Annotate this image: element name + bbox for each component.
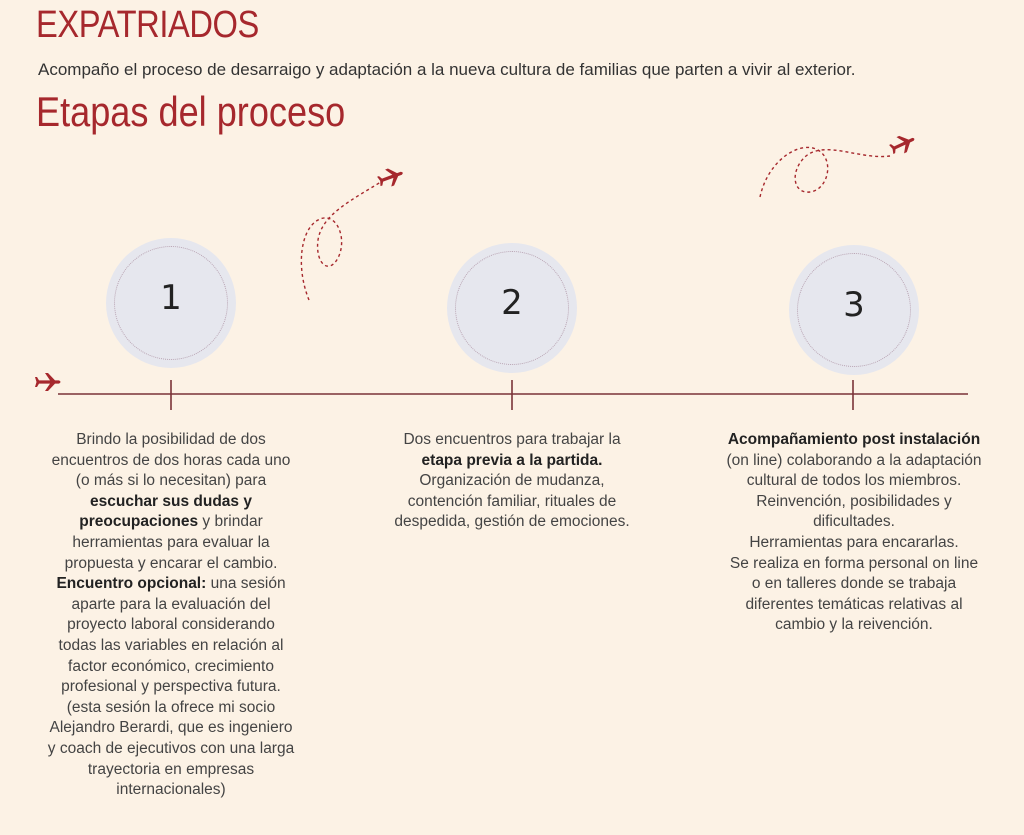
text: una sesión (206, 575, 286, 593)
description-line: trayectoria en empresas (87, 760, 255, 778)
description-line (30, 574, 312, 595)
description-line: aparte para la evaluación del (71, 595, 271, 613)
description-line: Brindo la posibilidad de dos (76, 431, 266, 448)
stage-circle-2 (447, 243, 577, 373)
description-line: cambio y la reivención. (775, 616, 933, 634)
stage-circle-3 (789, 245, 919, 375)
description-line: propuesta y encarar el cambio. (64, 554, 278, 572)
description-line: internacionales) (116, 781, 226, 799)
description-line: diferentes temáticas relativas al (745, 595, 963, 613)
description-line: todas las variables en relación al (58, 636, 284, 654)
stage-2-description (372, 430, 652, 533)
description-line: (o más si lo necesitan) para (75, 472, 267, 490)
bold-text: Encuentro opcional: (56, 575, 207, 593)
description-line: profesional y perspectiva futura. (61, 678, 281, 696)
airplane-icon (35, 373, 61, 391)
description-line: contención familiar, rituales de (407, 492, 617, 510)
description-line: (esta sesión la ofrece mi socio (66, 698, 276, 716)
description-line: Alejandro Berardi, que es ingeniero (49, 719, 293, 737)
airplane-icon (376, 164, 406, 190)
bold-text: preocupaciones (79, 513, 199, 531)
description-line: herramientas para evaluar la (72, 533, 270, 551)
stage-number: 1 (160, 278, 182, 318)
flight-path-2 (760, 147, 890, 197)
bold-text: etapa previa a la partida. (421, 451, 603, 469)
description-line: cultural de todos los miembros. (746, 472, 962, 490)
description-line: factor económico, crecimiento (68, 657, 274, 675)
stage-circle-1 (106, 238, 236, 368)
description-line (372, 451, 652, 472)
flight-path-1 (301, 180, 384, 300)
stage-1-description (30, 430, 312, 801)
intro-text: Acompaño el proceso de desarraigo y adaptación a la nueva cultura de familias que parten a vivir al exterior. (38, 60, 856, 79)
description-line (30, 492, 312, 513)
bold-text: Acompañamiento post instalación (727, 431, 981, 448)
description-line: Reinvención, posibilidades y (756, 492, 952, 510)
stage-3-description (706, 430, 1002, 636)
description-line: y coach de ejecutivos con una larga (47, 739, 295, 757)
text: y brindar (198, 513, 263, 531)
stage-number: 2 (501, 283, 523, 323)
description-line: Dos encuentros para trabajar la (403, 431, 621, 448)
description-line: (on line) colaborando a la adaptación (726, 451, 982, 469)
page-title: EXPATRIADOS (36, 4, 259, 46)
bold-text: escuchar sus dudas y (90, 492, 252, 510)
description-line: Organización de mudanza, (419, 472, 605, 490)
description-line: Se realiza en forma personal on line (729, 554, 979, 572)
description-line: despedida, gestión de emociones. (394, 513, 630, 531)
description-line (30, 512, 312, 533)
description-line: Herramientas para encararlas. (749, 533, 959, 551)
stage-number: 3 (843, 285, 865, 325)
airplane-icon (887, 131, 918, 158)
description-line: o en talleres donde se trabaja (751, 575, 957, 593)
description-line (706, 430, 1002, 451)
section-title: Etapas del proceso (36, 88, 346, 135)
description-line: proyecto laboral considerando (67, 616, 275, 634)
description-line: encuentros de dos horas cada uno (51, 451, 291, 469)
description-line: dificultades. (813, 513, 895, 531)
